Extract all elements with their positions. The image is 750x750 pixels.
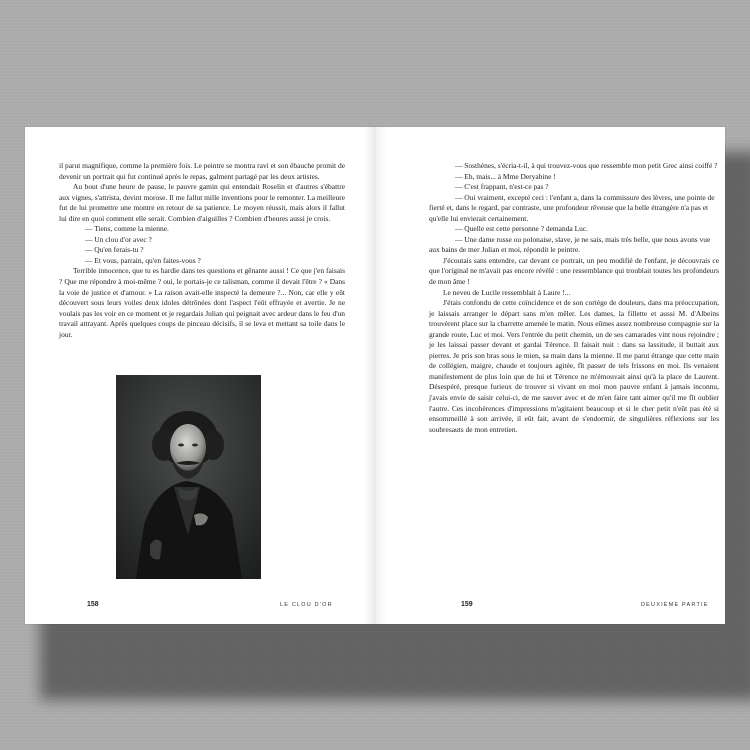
dialogue-line: — Sosthènes, s'écria-t-il, à qui trouvez-vous que ressemble mon petit Grec ainsi coiffé ? xyxy=(455,161,718,170)
dialogue-line: — Oui vraiment, excepté ceci : l'enfant a, dans la commissure des lèvres, une pointe de fierté et, dans le regard, par contraste, une profondeur rêveuse que la belle étrangère n'a pas et qu'elle lui envierait certainement. xyxy=(429,192,715,223)
dialogue-line: — Une dame russe ou polonaise, slave, je ne sais, mais très belle, que nous avons vue aux bains de mer Julian et moi, répondit le peintre. xyxy=(429,234,711,255)
dialogue-line: — Eh, mais... à Mme Deryabine ! xyxy=(455,171,556,181)
paragraph: J'écoutais sans entendre, car devant ce portrait, un peu modifié de l'enfant, je découvrais ce que l'original ne m'avait pas encore révélé : une ressemblance qui troublait toutes les profondeurs de mon âme ! xyxy=(429,255,719,287)
book-spread xyxy=(25,127,725,624)
portrait-photograph xyxy=(116,375,261,579)
dialogue-line: — Tiens, comme la mienne. xyxy=(85,224,169,234)
portrait-photo-image xyxy=(116,375,261,579)
page-number: 158 xyxy=(87,601,99,608)
left-page xyxy=(25,127,375,624)
dialogue-line: — Un clou d'or avec ? xyxy=(85,234,152,244)
paragraph: Terrible innocence, que tu es hardie dans tes questions et gênante aussi ! Ce que j'en faisais ? Que me répondre à moi-même ? oui, le portais-je ce talisman, comme il devait l'être ? « Dans la voie de justice et d'amour. » La raison avait-elle inspecté la demeure ?... Non, car elle y eût découvert sous leurs voiles deux idoles détrônées dont l'aspect l'eût effrayée et avertie. Je ne voulais pas les voir en ce moment et je regardais Julian qui peignait avec ardeur dans le feu d'un travail attrayant. Après quelques coups de pinceau décisifs, il se leva et mettant sa toile dans le jour. xyxy=(59,266,345,339)
dialogue-line: — C'est frappant, n'est-ce pas ? xyxy=(455,182,549,192)
dialogue-line: — Qu'en ferais-tu ? xyxy=(85,245,144,255)
paragraph: Le neveu de Lucile ressemblait à Laure !... xyxy=(443,287,571,297)
left-page-text xyxy=(59,161,345,340)
running-head: DEUXIÈME PARTIE xyxy=(641,602,709,608)
running-head: LE CLOU D'OR xyxy=(280,602,333,608)
paragraph: J'étais confondu de cette coïncidence et de son cortège de douleurs, dans ma préoccupation, je laissais arranger le départ sans m'en mêler. Les dames, la fillette et aussi M. d'Albeins trouvèrent place sur la charrette amenée le matin. Nous eûmes assez nombreuse compagnie sur la grande route, Luc et moi. Vers l'entrée du petit chemin, un de ses camarades vint nous rejoindre ; je les laissai passer devant et gardai Térence. Il faisait nuit : dans sa lassitude, il buttait aux pierres. Je pris son bras sous le mien, sa main dans la mienne. Il me parut étrange que cette main de collégien, maigre, chaude et toujours agitée, fît passer de tels frissons en moi. Ils venaient manifestement de plus loin que de lui et Térence ne m'émouvait ainsi qu'à la place de Laurent. Désespéré, presque furieux de trouver si vivant en moi mon pauvre enfant à jamais inconnu, j'avais envie de saisir celui-ci, de me sauver avec et de m'en faire tant aimer qu'il me fît oublier l'autre. Ces incohérences d'impressions m'agitaient beaucoup et si le cher petit n'eût pas été si ensommeillé à son arrivée, il eût fait, avant de s'endormir, de singulières réflexions sur les soubresauts de mon entretien. xyxy=(429,298,719,434)
paragraph: il parut magnifique, comme la première fois. Le peintre se montra ravi et son ébauche promit de devenir un portrait qui fut continué après le repas, galment partagé par les deux artistes. xyxy=(59,161,345,181)
right-page-text xyxy=(429,161,719,435)
page-number: 159 xyxy=(461,601,473,608)
dialogue-line: — Quelle est cette personne ? demanda Luc. xyxy=(455,224,588,234)
paragraph: Au bout d'une heure de pause, le pauvre gamin qui entendait Roselin et d'autres s'ébattre aux vignes, s'attrista, devint morose. Il me fallut mille inventions pour le remonter. La meilleure fut de lui promettre une montre en retour de sa patience. Le moyen réussit, mais alors il fallut lui dire en quoi comment elle serait. Combien d'aiguilles ? Combien d'heures aussi je crois. xyxy=(59,182,345,223)
dialogue-line: — Et vous, parrain, qu'en faites-vous ? xyxy=(85,255,201,265)
right-page xyxy=(375,127,725,624)
